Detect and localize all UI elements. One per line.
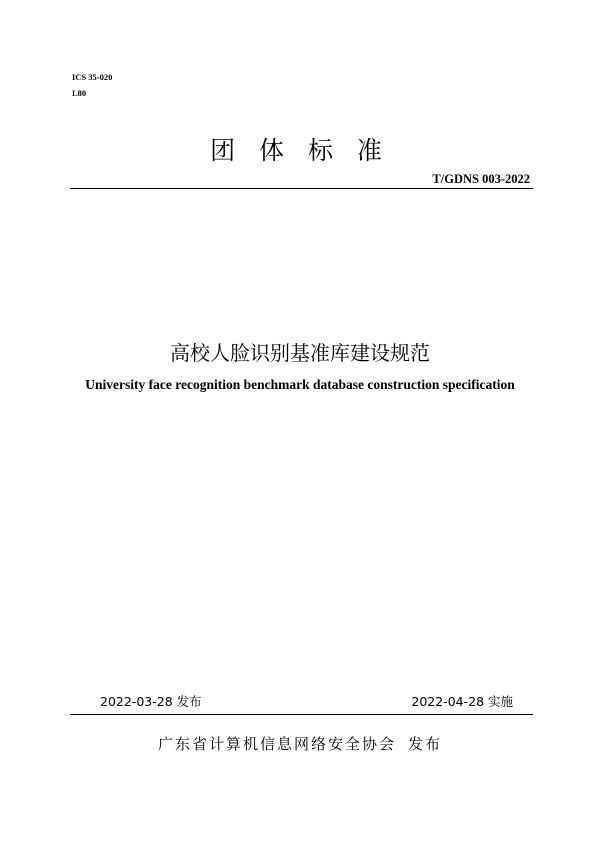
standard-number: T/GDNS 003-2022: [432, 172, 530, 186]
implementation-date: 2022-04-28 实施: [411, 694, 513, 709]
publisher-line: [0, 733, 600, 755]
title-english: University face recognition benchmark database construction specification: [85, 377, 515, 392]
ccs-code: L80: [72, 88, 87, 98]
publisher-name: 广东省计算机信息网络安全协会: [157, 735, 396, 753]
top-divider: [70, 188, 533, 189]
document-type-heading: 团 体 标 准: [210, 136, 390, 165]
publisher-action: 发布: [408, 735, 443, 753]
publish-date: 2022-03-28 发布: [100, 694, 202, 709]
bottom-divider: [70, 714, 533, 715]
title-chinese: 高校人脸识别基准库建设规范: [170, 341, 430, 365]
ics-code: ICS 35-020: [72, 72, 113, 82]
